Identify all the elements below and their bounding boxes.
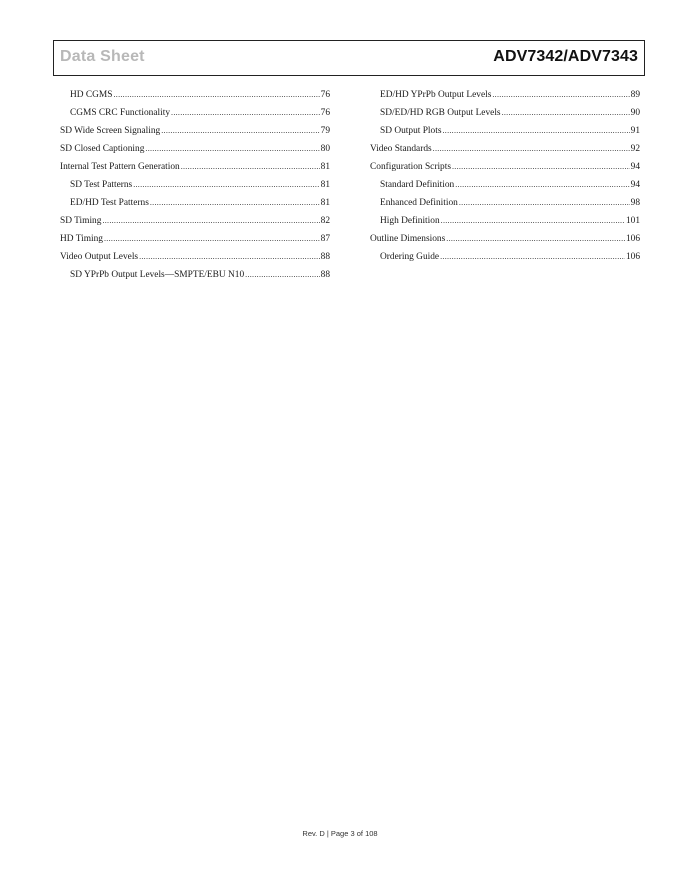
toc-entry-title: HD Timing xyxy=(60,234,103,244)
toc-entry-page: 76 xyxy=(320,90,330,100)
toc-entry-title: Configuration Scripts xyxy=(370,162,451,172)
toc-leader-dots xyxy=(150,194,320,212)
toc-entry-title: SD/ED/HD RGB Output Levels xyxy=(380,108,501,118)
toc-entry-page: 91 xyxy=(630,126,640,136)
toc-entry[interactable] xyxy=(60,212,330,230)
toc-entry-page: 80 xyxy=(320,144,330,154)
toc-entry[interactable] xyxy=(370,248,640,266)
toc-leader-dots xyxy=(442,122,629,140)
toc-entry[interactable] xyxy=(60,122,330,140)
toc-leader-dots xyxy=(133,176,319,194)
toc-column-right xyxy=(370,86,640,266)
toc-leader-dots xyxy=(502,104,630,122)
toc-entry-title: High Definition xyxy=(380,216,440,226)
document-type-title: Data Sheet xyxy=(60,48,145,65)
toc-entry-page: 76 xyxy=(320,108,330,118)
toc-entry[interactable] xyxy=(370,194,640,212)
toc-leader-dots xyxy=(145,140,319,158)
toc-entry-title: ED/HD Test Patterns xyxy=(70,198,149,208)
toc-entry[interactable] xyxy=(60,86,330,104)
toc-entry-page: 81 xyxy=(320,162,330,172)
toc-entry[interactable] xyxy=(370,104,640,122)
toc-entry-title: Standard Definition xyxy=(380,180,455,190)
toc-leader-dots xyxy=(452,158,630,176)
toc-leader-dots xyxy=(139,248,320,266)
toc-entry-page: 106 xyxy=(625,252,640,262)
toc-entry[interactable] xyxy=(60,248,330,266)
toc-entry-title: SD YPrPb Output Levels—SMPTE/EBU N10 xyxy=(70,270,245,280)
part-number-title: ADV7342/ADV7343 xyxy=(493,48,638,65)
toc-entry[interactable] xyxy=(370,230,640,248)
toc-leader-dots xyxy=(433,140,630,158)
toc-entry-page: 79 xyxy=(320,126,330,136)
toc-leader-dots xyxy=(455,176,629,194)
toc-entry[interactable] xyxy=(370,86,640,104)
toc-entry[interactable] xyxy=(60,266,330,284)
toc-leader-dots xyxy=(171,104,320,122)
toc-entry-title: Outline Dimensions xyxy=(370,234,446,244)
toc-leader-dots xyxy=(161,122,319,140)
toc-entry-title: SD Test Patterns xyxy=(70,180,133,190)
toc-entry-page: 92 xyxy=(630,144,640,154)
toc-entry-page: 98 xyxy=(630,198,640,208)
toc-entry-page: 106 xyxy=(625,234,640,244)
toc-entry[interactable] xyxy=(60,230,330,248)
toc-leader-dots xyxy=(459,194,630,212)
toc-entry-title: SD Wide Screen Signaling xyxy=(60,126,161,136)
toc-entry[interactable] xyxy=(370,158,640,176)
toc-entry-title: SD Timing xyxy=(60,216,102,226)
toc-entry-page: 89 xyxy=(630,90,640,100)
toc-entry-title: CGMS CRC Functionality xyxy=(70,108,171,118)
toc-leader-dots xyxy=(102,212,319,230)
toc-entry[interactable] xyxy=(60,176,330,194)
toc-entry-page: 101 xyxy=(625,216,640,226)
toc-leader-dots xyxy=(441,212,625,230)
toc-leader-dots xyxy=(104,230,320,248)
toc-entry[interactable] xyxy=(60,158,330,176)
toc-entry[interactable] xyxy=(60,140,330,158)
toc-leader-dots xyxy=(181,158,320,176)
toc-entry[interactable] xyxy=(370,140,640,158)
toc-entry-page: 94 xyxy=(630,180,640,190)
toc-entry-page: 88 xyxy=(320,270,330,280)
toc-entry[interactable] xyxy=(370,212,640,230)
toc-leader-dots xyxy=(492,86,629,104)
toc-leader-dots xyxy=(245,266,319,284)
toc-entry-title: Video Output Levels xyxy=(60,252,139,262)
toc-leader-dots xyxy=(446,230,625,248)
toc-entry-page: 90 xyxy=(630,108,640,118)
toc-entry-page: 87 xyxy=(320,234,330,244)
toc-entry[interactable] xyxy=(60,104,330,122)
toc-entry-title: ED/HD YPrPb Output Levels xyxy=(380,90,492,100)
toc-entry[interactable] xyxy=(60,194,330,212)
toc-entry-title: Ordering Guide xyxy=(380,252,440,262)
toc-entry-page: 81 xyxy=(320,180,330,190)
toc-entry-title: SD Output Plots xyxy=(380,126,442,136)
toc-entry-page: 88 xyxy=(320,252,330,262)
toc-entry-page: 82 xyxy=(320,216,330,226)
toc-entry[interactable] xyxy=(370,122,640,140)
toc-leader-dots xyxy=(440,248,625,266)
toc-entry-title: SD Closed Captioning xyxy=(60,144,145,154)
toc-entry-page: 94 xyxy=(630,162,640,172)
toc-entry-page: 81 xyxy=(320,198,330,208)
toc-entry-title: Video Standards xyxy=(370,144,432,154)
toc-leader-dots xyxy=(113,86,319,104)
toc-entry-title: Enhanced Definition xyxy=(380,198,458,208)
toc-column-left xyxy=(60,86,330,284)
page-header xyxy=(53,40,645,76)
page-footer: Rev. D | Page 3 of 108 xyxy=(302,829,378,838)
toc-entry-title: Internal Test Pattern Generation xyxy=(60,162,180,172)
toc-entry[interactable] xyxy=(370,176,640,194)
toc-entry-title: HD CGMS xyxy=(70,90,113,100)
